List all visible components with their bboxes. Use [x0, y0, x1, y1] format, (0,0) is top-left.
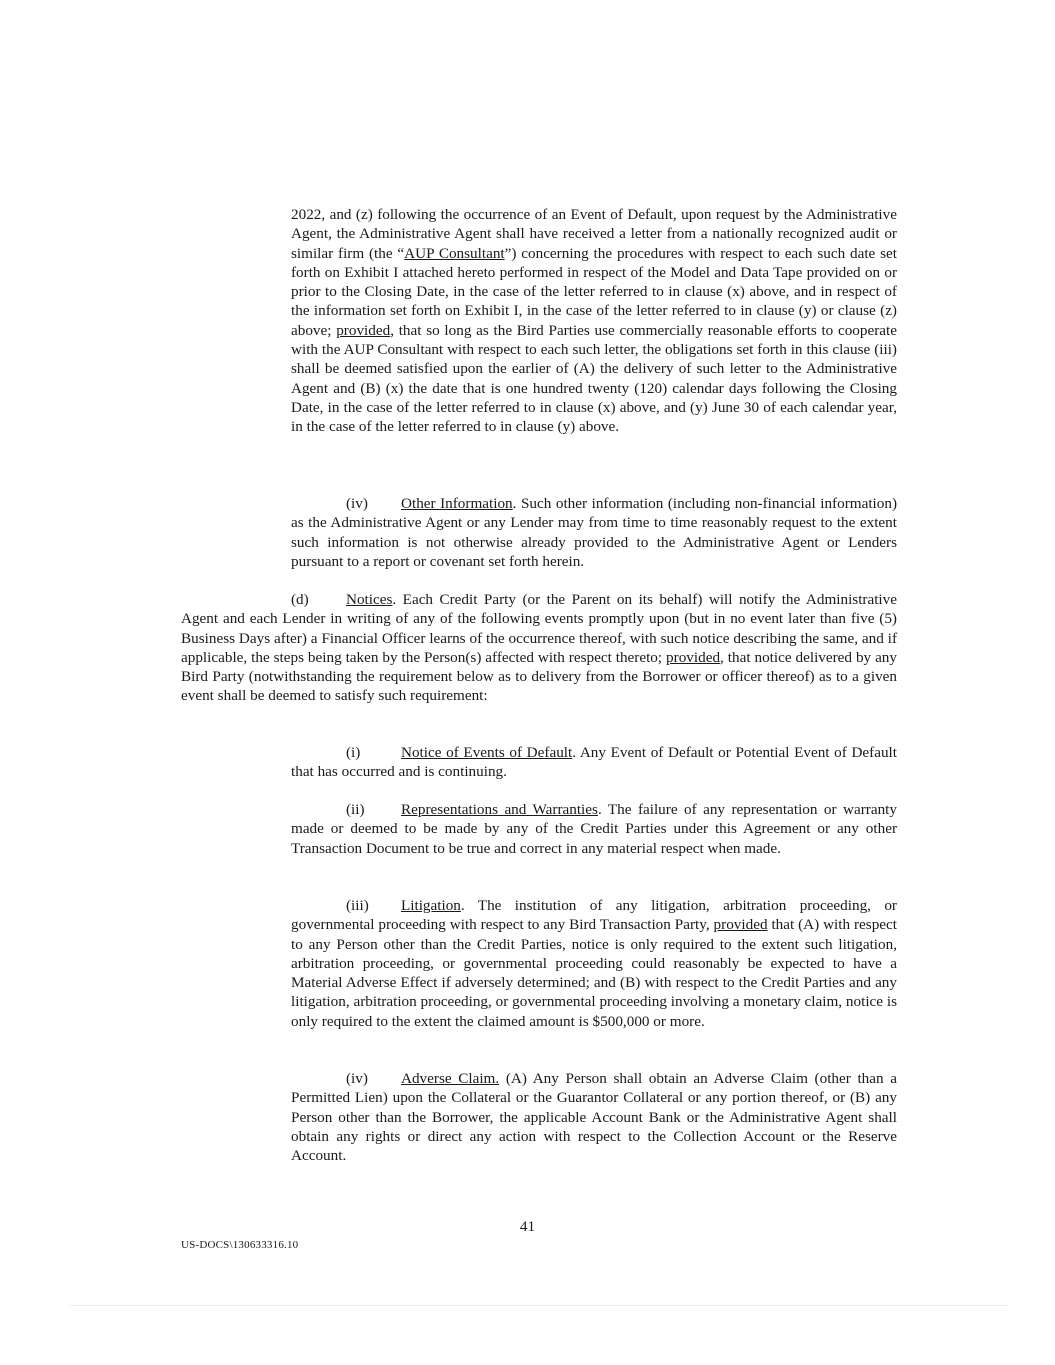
section-heading: Notices — [346, 591, 393, 608]
section-number: (d) — [291, 591, 309, 608]
clause-number: (iv) — [346, 1070, 368, 1087]
clause-adverse-claim: (iv) Adverse Claim. (A) Any Person shall obtain an Adverse Claim (other than a Permitted Lien) upon the Collateral or the Guarantor Collateral or any portion thereof, or (B) any Person other than the Borrower, the applicable Account Bank or the Administrative Agent shall obtain any rights or direct any action with respect to the Collection Account or the Reserve Account. — [291, 1070, 897, 1165]
proviso-link: provided — [336, 321, 391, 339]
clause-heading: Litigation — [401, 897, 461, 914]
page-number: 41 — [519, 1218, 536, 1235]
defined-term-aup-consultant: AUP Consultant — [404, 244, 505, 262]
clause-number: (iv) — [346, 495, 368, 512]
proviso-link: provided — [666, 648, 721, 666]
clause-events-of-default: (i) Notice of Events of Default. Any Event of Default or Potential Event of Default that has occurred and is continuing. — [291, 744, 897, 781]
section-notices: (d) Notices. Each Credit Party (or the Parent on its behalf) will notify the Administrative Agent and each Lender in writing of any of the following events promptly upon (but in no event later than five (5) Business Days after) a Financial Officer learns of the occurrence thereof, with such notice describing the same, and if applicable, the steps being taken by the Person(s) affected with respect thereto; provided, that notice delivered by any Bird Party (notwithstanding the requirement below as to delivery from the Borrower or officer thereof) as to a given event shall be deemed to satisfy such requirement: — [181, 591, 897, 705]
continuation-paragraph: 2022, and (z) following the occurrence of an Event of Default, upon request by the Administrative Agent, the Administrative Agent shall have received a letter from a nationally recognized audit or similar firm (the “AUP Consultant”) concerning the procedures with respect to each such date set forth on Exhibit I attached hereto performed in respect of the Model and Data Tape provided on or prior to the Closing Date, in the case of the letter referred to in clause (x) above, and in respect of the information set forth on Exhibit I, in the case of the letter referred to in clause (y) or clause (z) above; provided, that so long as the Bird Parties use commercially reasonable efforts to cooperate with the AUP Consultant with respect to each such letter, the obligations set forth in this clause (iii) shall be deemed satisfied upon the earlier of (A) the delivery of such letter to the Administrative Agent and (B) (x) the date that is one hundred twenty (120) calendar days following the Closing Date, in the case of the letter referred to in clause (x) above, and (y) June 30 of each calendar year, in the case of the letter referred to in clause (y) above. — [291, 206, 897, 436]
proviso-link: provided — [713, 916, 768, 934]
clause-number: (i) — [346, 744, 361, 761]
clause-number: (iii) — [346, 897, 369, 914]
clause-heading: Other Information — [401, 495, 513, 512]
clause-number: (ii) — [346, 801, 365, 818]
clause-heading: Notice of Events of Default — [401, 744, 573, 761]
clause-heading: Representations and Warranties — [401, 801, 598, 818]
document-id: US-DOCS\130633316.10 — [181, 1239, 299, 1251]
clause-other-information: (iv) Other Information. Such other information (including non-financial information) as the Administrative Agent or any Lender may from time to time reasonably request to the extent such information is not otherwise already provided to the Administrative Agent or Lenders pursuant to a report or covenant set forth herein. — [291, 495, 898, 570]
clause-representations: (ii) Representations and Warranties. The failure of any representation or warranty made or deemed to be made by any of the Credit Parties under this Agreement or any other Transaction Document to be true and correct in any material respect when made. — [291, 801, 897, 857]
clause-heading: Adverse Claim. — [401, 1070, 500, 1087]
page-bottom-divider — [70, 1305, 1008, 1306]
clause-litigation: (iii) Litigation. The institution of any litigation, arbitration proceeding, or governmental proceeding with respect to any Bird Transaction Party, provided that (A) with respect to any Person other than the Credit Parties, notice is only required to the extent such litigation, arbitration proceeding, or governmental proceeding could reasonably be expected to have a Material Adverse Effect if adversely determined; and (B) with respect to the Credit Parties and any litigation, arbitration proceeding, or governmental proceeding involving a monetary claim, notice is only required to the extent the claimed amount is $500,000 or more. — [291, 897, 897, 1030]
